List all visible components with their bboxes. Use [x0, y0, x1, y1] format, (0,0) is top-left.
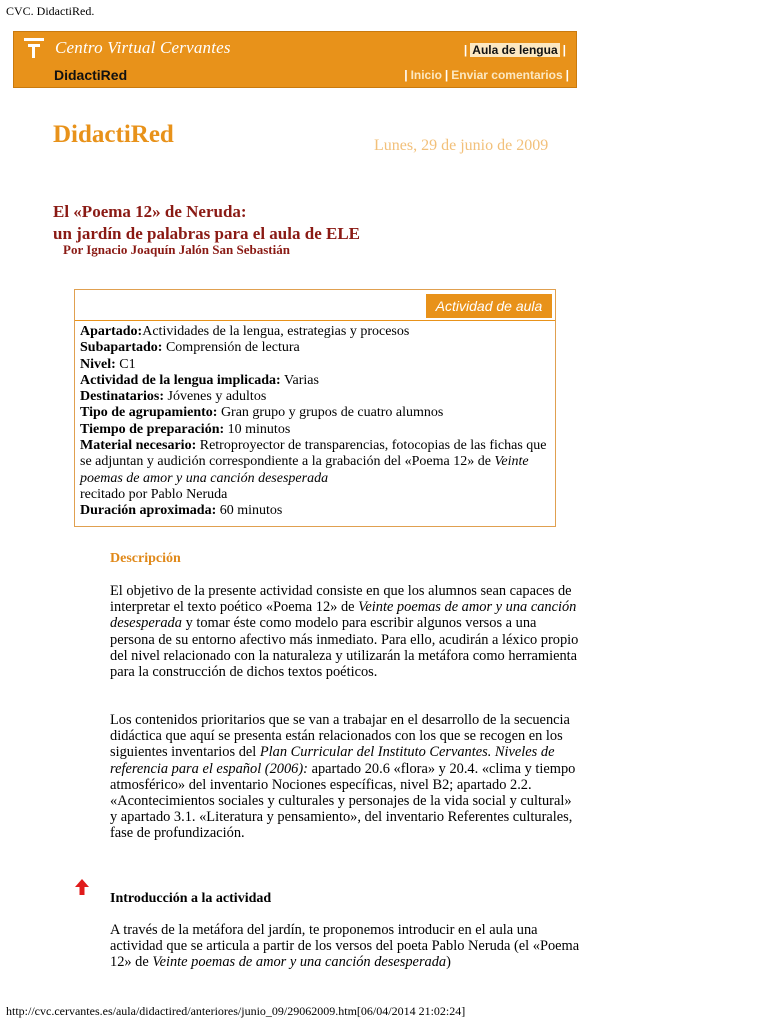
site-banner	[13, 31, 577, 88]
introduccion-heading: Introducción a la actividad	[110, 891, 272, 906]
info-destinatarios: Destinatarios: Jóvenes y adultos	[80, 389, 267, 405]
up-arrow-icon[interactable]	[72, 877, 92, 897]
descripcion-paragraph-2: Los contenidos prioritarios que se van a trabajar en el desarrollo de la secuencia didáctica que aquí se presenta están relacionados con los que se recogen en los siguientes inventarios del Plan Curricular del Instituto Cervantes. Niveles de referencia para el español (2006): apartado 20.6 «flora» y 20.4. «clima y tiempo atmosférico» del inventario Nociones específicas, nivel B2; apartado 2.2. «Acontecimientos sociales y culturales y personajes de la vida social y cultural» y apartado 3.1. «Literatura y pensamiento», del inventario Referentes culturales, fase de profundización.	[110, 712, 576, 842]
info-duracion: Duración aproximada: 60 minutos	[80, 503, 283, 519]
section-nav: | Aula de lengua |	[463, 43, 566, 57]
activity-info-body	[80, 324, 547, 520]
article-title-line-2: un jardín de palabras para el aula de ELE	[53, 224, 361, 243]
info-actividad: Actividad de la lengua implicada: Varias	[80, 372, 319, 388]
article-title	[53, 201, 360, 245]
descripcion-heading: Descripción	[110, 551, 181, 566]
nav-enviar-comentarios-link[interactable]: Enviar comentarios	[451, 68, 563, 82]
activity-info-box	[74, 289, 556, 527]
descripcion-paragraph-1: El objetivo de la presente actividad consiste en que los alumnos sean capaces de interpretar el texto poético «Poema 12» de Veinte poemas de amor y una canción desesperada y tomar éste como modelo para escribir algunos versos a una persona de su entorno afectivo más inmediato. Para ello, acudirán a léxico propio del nivel relacionado con la naturaleza y utilizarán la metáfora como herramienta para la construcción de dichos textos poéticos.	[110, 583, 579, 681]
site-title: DidactiRed	[53, 121, 174, 148]
introduccion-paragraph-1: A través de la metáfora del jardín, te proponemos introducir en el aula una actividad que se articula a partir de los versos del poeta Pablo Neruda (el «Poema 12» de Veinte poemas de amor y una canción desesperada)	[110, 922, 580, 971]
cervantes-logo-icon[interactable]	[24, 36, 50, 58]
print-footer-url: http://cvc.cervantes.es/aula/didactired/anteriores/junio_09/29062009.htm[06/04/2014 21:02:24]	[6, 1004, 466, 1018]
nav-aula-de-lengua[interactable]: Aula de lengua	[472, 43, 558, 57]
activity-type-tab: Actividad de aula	[426, 294, 552, 318]
nav-inicio-link[interactable]: Inicio	[410, 68, 442, 82]
info-material: Material necesario: Retroproyector de transparencias, fotocopias de las fichas que se adjuntan y audición correspondiente a la grabación del «Poema 12» de Veinte poemas de amor y una canción desesperada recitado por Pablo Neruda	[80, 438, 547, 502]
banner-subtitle: DidactiRed	[54, 67, 128, 83]
info-subapartado: Subapartado: Comprensión de lectura	[80, 340, 300, 356]
banner-title[interactable]: Centro Virtual Cervantes	[55, 38, 231, 57]
info-box-divider	[75, 320, 555, 321]
article-title-line-1: El «Poema 12» de Neruda:	[53, 202, 247, 221]
info-nivel: Nivel: C1	[80, 356, 136, 372]
top-nav: | Inicio | Enviar comentarios |	[404, 68, 569, 82]
print-header: CVC. DidactiRed.	[6, 4, 95, 18]
info-agrupamiento: Tipo de agrupamiento: Gran grupo y grupos de cuatro alumnos	[80, 405, 444, 421]
info-apartado: Apartado:Actividades de la lengua, estrategias y procesos	[80, 324, 410, 339]
article-byline: Por Ignacio Joaquín Jalón San Sebastián	[63, 242, 290, 257]
publication-date: Lunes, 29 de junio de 2009	[374, 137, 549, 154]
info-preparacion: Tiempo de preparación: 10 minutos	[80, 421, 291, 437]
